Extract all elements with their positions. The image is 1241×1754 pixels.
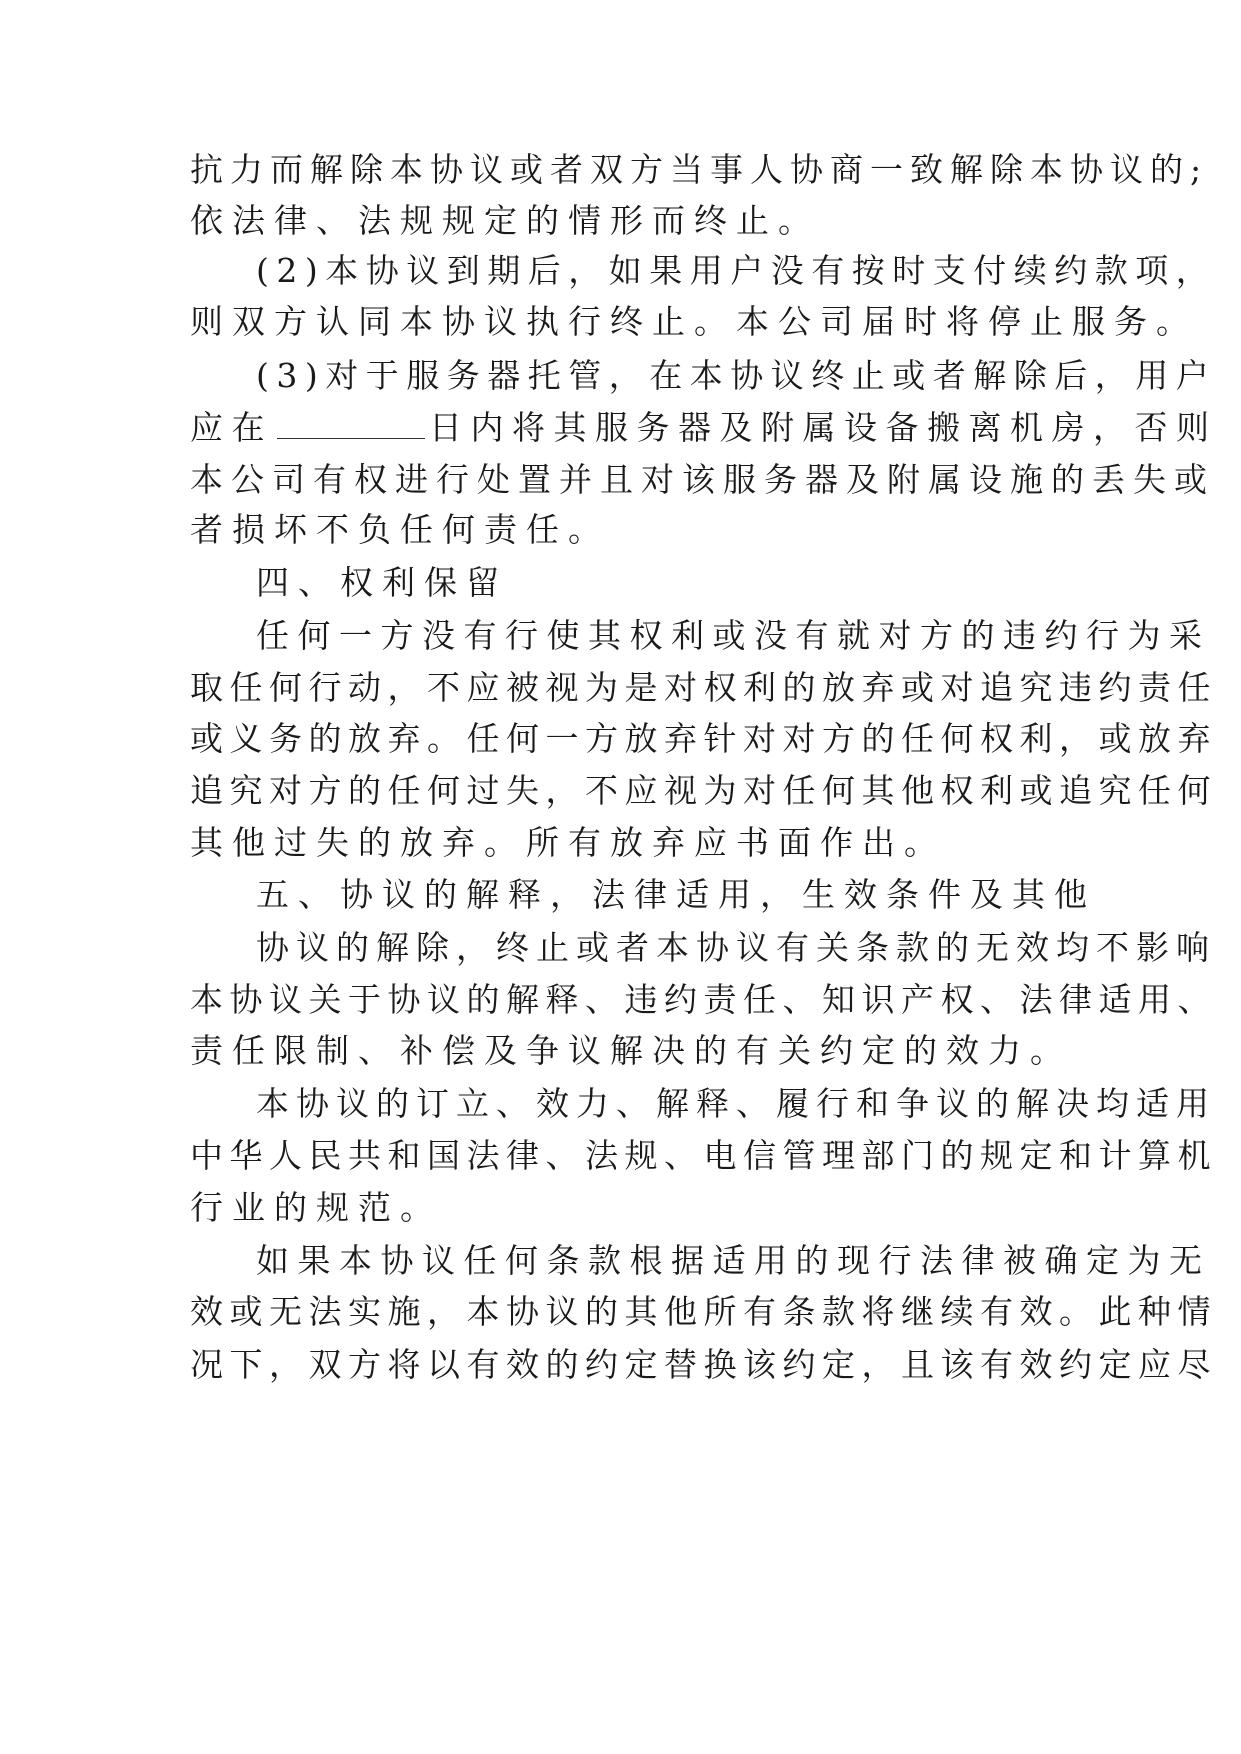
text-line: 者损坏不负任何责任。	[190, 510, 610, 549]
text-line: 本协议的订立、效力、解释、履行和争议的解决均适用	[256, 1084, 1216, 1123]
section-heading: 四、权利保留	[256, 563, 508, 602]
fill-in-blank	[277, 408, 425, 439]
text-line: 行业的规范。	[190, 1188, 442, 1227]
text-line: 本公司有权进行处置并且对该服务器及附属设施的丢失或	[190, 460, 1215, 499]
text-line: 或义务的放弃。任何一方放弃针对对方的任何权利，或放弃	[190, 719, 1217, 758]
text-line: 况下，双方将以有效的约定替换该约定，且该有效约定应尽	[190, 1345, 1217, 1384]
section-heading: 五、协议的解释，法律适用，生效条件及其他	[256, 875, 1096, 914]
text-line: 则双方认同本协议执行终止。本公司届时将停止服务。	[190, 302, 1198, 341]
text-line: (2)本协议到期后，如果用户没有按时支付续约款项，	[256, 251, 1217, 290]
text-line: 取任何行动，不应被视为是对权利的放弃或对追究违约责任	[190, 668, 1217, 707]
text-line: 责任限制、补偿及争议解决的有关约定的效力。	[190, 1031, 1072, 1070]
text-line: 本协议关于协议的解释、违约责任、知识产权、法律适用、	[190, 980, 1217, 1019]
text-line-with-blank	[190, 408, 1218, 448]
text-line: 效或无法实施，本协议的其他所有条款将继续有效。此种情	[190, 1292, 1217, 1331]
text-line: 追究对方的任何过失，不应视为对任何其他权利或追究任何	[190, 771, 1217, 810]
text-line: (3)对于服务器托管，在本协议终止或者解除后，用户	[256, 356, 1217, 395]
text-line: 协议的解除，终止或者本协议有关条款的无效均不影响	[256, 928, 1216, 967]
text-segment: 应在	[190, 408, 273, 447]
text-line: 任何一方没有行使其权利或没有就对方的违约行为采	[256, 616, 1211, 655]
text-line: 如果本协议任何条款根据适用的现行法律被确定为无	[256, 1241, 1211, 1280]
text-line: 抗力而解除本协议或者双方当事人协商一致解除本协议的;	[190, 150, 1209, 189]
text-line: 中华人民共和国法律、法规、电信管理部门的规定和计算机	[190, 1136, 1217, 1175]
text-line: 依法律、法规规定的情形而终止。	[190, 201, 820, 240]
text-line: 其他过失的放弃。所有放弃应书面作出。	[190, 823, 946, 862]
text-segment: 日内将其服务器及附属设备搬离机房，否则	[429, 408, 1218, 447]
